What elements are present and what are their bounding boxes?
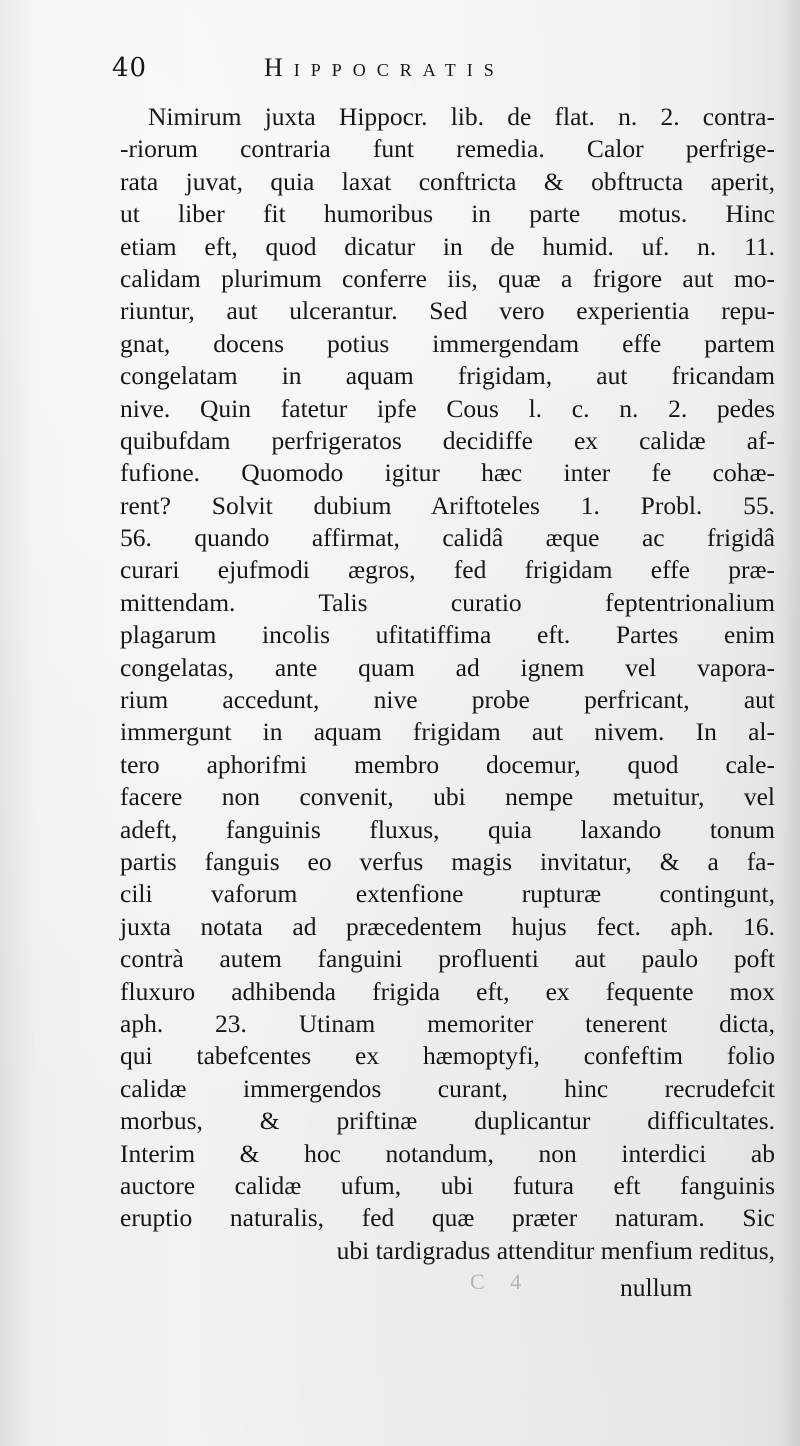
text-line: congelatas, ante quam ad ignem vel vapora-: [120, 652, 775, 682]
text-line: aph. 23. Utinam memoriter tenerent dicta,: [120, 1008, 775, 1038]
text-line: calidam plurimum conferre iis, quæ a frigore aut mo-: [120, 263, 775, 293]
text-line: 56. quando affirmat, calidâ æque ac frigidâ: [120, 523, 775, 553]
text-line: cili vaforum extenfione rupturæ contingunt,: [120, 879, 775, 909]
running-title: Hippocratis: [264, 53, 505, 82]
text-line: mittendam. Talis curatio feptentrionalium: [120, 587, 775, 617]
page-number: 40: [112, 53, 148, 83]
page-edge-shadow: [778, 0, 800, 1446]
text-line: Interim & hoc notandum, non interdici ab: [120, 1138, 775, 1168]
text-line: calidæ immergendos curant, hinc recrudefcit: [120, 1073, 775, 1103]
text-line: facere non convenit, ubi nempe metuitur, vel: [120, 782, 775, 812]
text-line: contrà autem fanguini profluenti aut paulo poft: [120, 944, 775, 974]
text-line: curari ejufmodi ægros, fed frigidam effe præ-: [120, 555, 775, 585]
body-text: [120, 101, 775, 1267]
text-line: rata juvat, quia laxat conftricta & obftructa aperit,: [120, 166, 775, 196]
text-line: juxta notata ad præcedentem hujus fect. aph. 16.: [120, 911, 775, 941]
text-line: quibufdam perfrigeratos decidiffe ex calidæ af-: [120, 425, 775, 455]
text-line: partis fanguis eo verfus magis invitatur, & a fa-: [120, 846, 775, 876]
catchword: nullum: [620, 1273, 693, 1302]
text-line: rium accedunt, nive probe perfricant, aut: [120, 685, 775, 715]
text-line: congelatam in aquam frigidam, aut fricandam: [120, 361, 775, 391]
text-line: adeft, fanguinis fluxus, quia laxando tonum: [120, 814, 775, 844]
text-line: ubi tardigradus attenditur menfium reditus,: [336, 1235, 775, 1265]
text-line: plagarum incolis ufitatiffima eft. Partes enim: [120, 620, 775, 650]
text-line: morbus, & priftinæ duplicantur difficultates.: [120, 1106, 775, 1136]
text-line: rent? Solvit dubium Ariftoteles 1. Probl. 55.: [120, 490, 775, 520]
text-line: fufione. Quomodo igitur hæc inter fe cohæ-: [120, 458, 775, 488]
text-line: Nimirum juxta Hippocr. lib. de flat. n. 2. contra-: [148, 102, 775, 131]
text-line: nive. Quin fatetur ipfe Cous l. c. n. 2. pedes: [120, 393, 775, 423]
text-line: tero aphorifmi membro docemur, quod cale-: [120, 749, 775, 779]
text-line: qui tabefcentes ex hæmoptyfi, confeftim folio: [120, 1041, 775, 1071]
text-line: auctore calidæ ufum, ubi futura eft fanguinis: [120, 1170, 775, 1200]
text-line: immergunt in aquam frigidam aut nivem. In al-: [120, 717, 775, 747]
text-line: eruptio naturalis, fed quæ præter naturam. Sic: [120, 1203, 775, 1233]
text-line: fluxuro adhibenda frigida eft, ex fequente mox: [120, 976, 775, 1006]
text-line: -riorum contraria funt remedia. Calor perfrige-: [120, 134, 775, 164]
signature-mark: C 4: [470, 1269, 532, 1294]
text-line: etiam eft, quod dicatur in de humid. uf. n. 11.: [120, 231, 775, 261]
text-line: riuntur, aut ulcerantur. Sed vero experientia repu-: [120, 296, 775, 326]
page-header: [112, 48, 632, 88]
text-line: ut liber fit humoribus in parte motus. Hinc: [120, 199, 775, 229]
text-line: gnat, docens potius immergendam effe partem: [120, 328, 775, 358]
